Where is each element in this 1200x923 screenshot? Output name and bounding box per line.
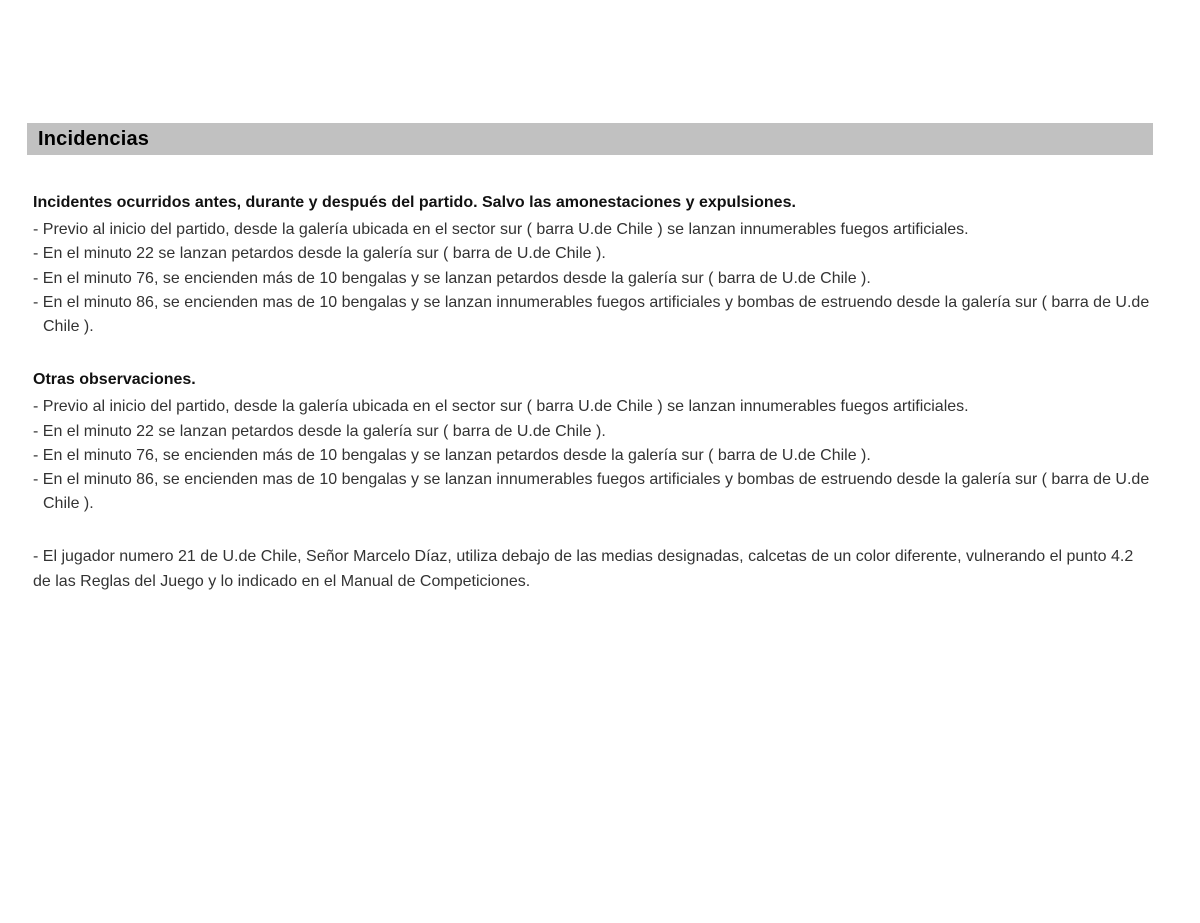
incident-item: - En el minuto 86, se encienden mas de 10 bengalas y se lanzan innumerables fuegos artificiales y bombas de estruendo desde la galería sur ( barra de U.de Chile ). bbox=[33, 293, 1150, 336]
section-title-bar bbox=[27, 123, 1153, 155]
page-title: Incidencias bbox=[38, 127, 150, 150]
report-content bbox=[33, 191, 1155, 594]
player-socks-note: - El jugador numero 21 de U.de Chile, Señor Marcelo Díaz, utiliza debajo de las medias designadas, calcetas de un color diferente, vulnerando el punto 4.2 de las Reglas del Juego y lo indicado en el Manual de Competiciones. bbox=[33, 548, 1134, 590]
incident-report-page bbox=[0, 123, 1200, 594]
other-observations-heading: Otras observaciones. bbox=[33, 371, 196, 389]
incident-item: - En el minuto 76, se encienden más de 10 bengalas y se lanzan petardos desde la galería sur ( barra de U.de Chile ). bbox=[33, 269, 871, 287]
incident-item: - Previo al inicio del partido, desde la galería ubicada en el sector sur ( barra U.de Chile ) se lanzan innumerables fuegos artificiales. bbox=[33, 221, 969, 239]
observation-item: - En el minuto 86, se encienden mas de 10 bengalas y se lanzan innumerables fuegos artificiales y bombas de estruendo desde la galería sur ( barra de U.de Chile ). bbox=[33, 471, 1150, 513]
observation-item: - En el minuto 22 se lanzan petardos desde la galería sur ( barra de U.de Chile ). bbox=[33, 422, 606, 440]
other-observations-section bbox=[33, 368, 1155, 516]
observation-item: - Previo al inicio del partido, desde la galería ubicada en el sector sur ( barra U.de Chile ) se lanzan innumerables fuegos artificiales. bbox=[33, 398, 969, 416]
incidents-section bbox=[33, 191, 1155, 339]
incident-item: - En el minuto 22 se lanzan petardos desde la galería sur ( barra de U.de Chile ). bbox=[33, 245, 606, 263]
incidents-section-heading: Incidentes ocurridos antes, durante y después del partido. Salvo las amonestaciones y expulsiones. bbox=[33, 194, 796, 211]
observation-item: - En el minuto 76, se encienden más de 10 bengalas y se lanzan petardos desde la galería sur ( barra de U.de Chile ). bbox=[33, 446, 871, 464]
